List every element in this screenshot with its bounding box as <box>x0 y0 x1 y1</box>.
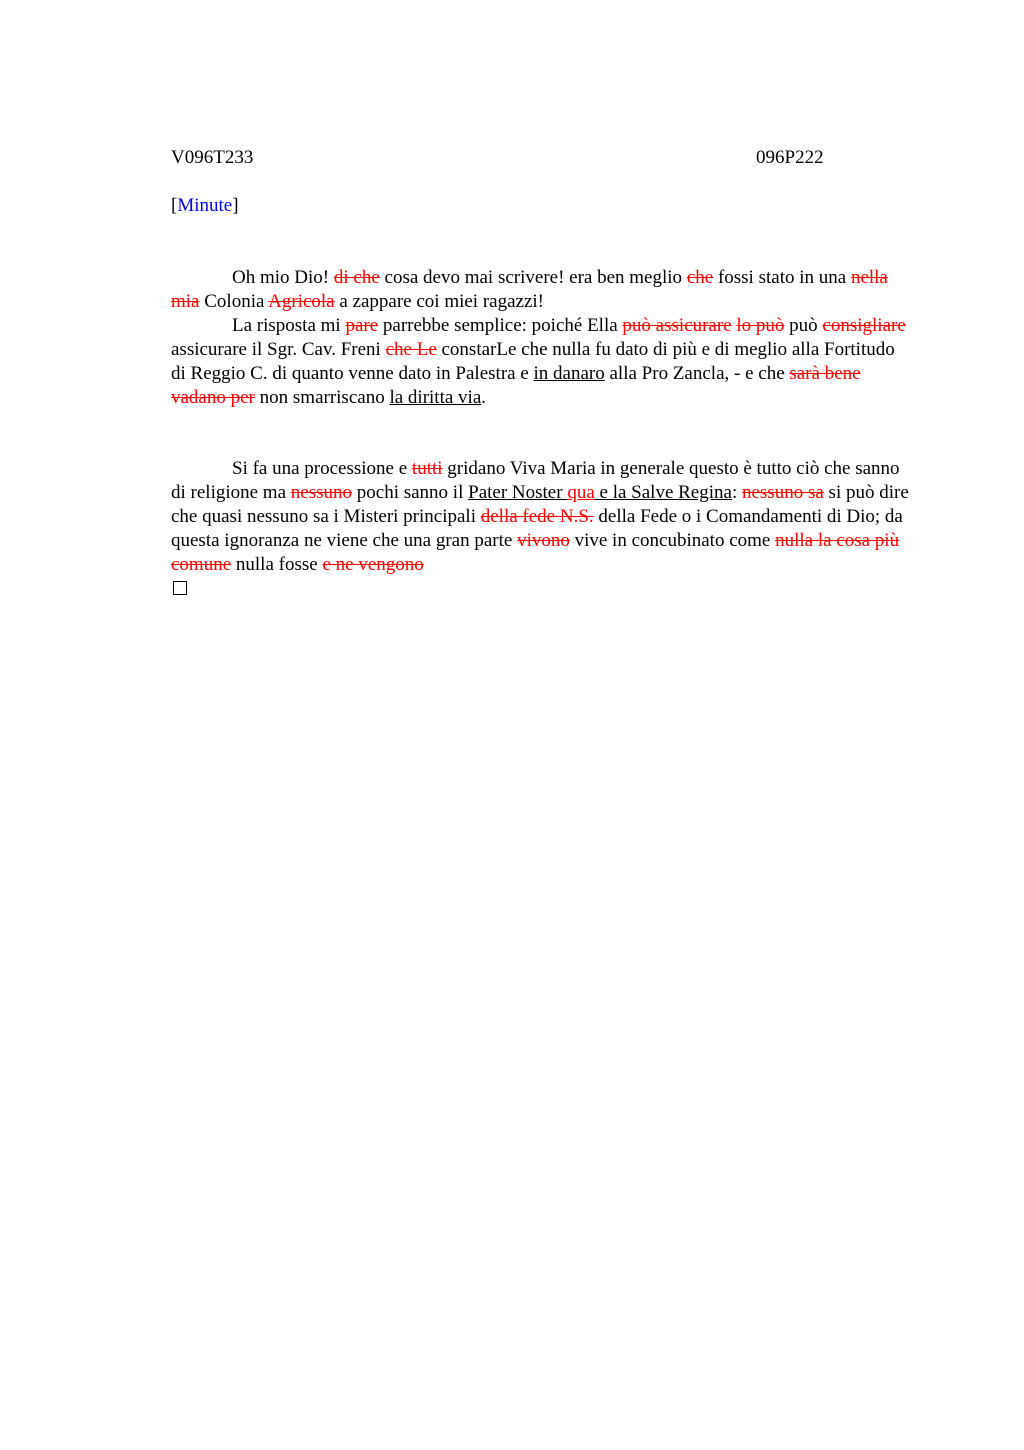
document-page <box>171 144 911 595</box>
deleted-text: nessuno sa <box>741 482 824 503</box>
deleted-text: nulla la cosa più comune <box>171 530 900 575</box>
deleted-text: della fede N.S. <box>480 506 594 527</box>
minute-label <box>171 192 911 220</box>
document-id: V096T233 <box>171 147 254 168</box>
deleted-text: che Le <box>385 339 437 360</box>
paragraph-2 <box>171 314 911 410</box>
deleted-text: che <box>686 267 714 288</box>
letter-section <box>171 266 911 410</box>
deleted-text: pare <box>345 315 379 336</box>
text-segment: cosa devo mai scrivere! era ben meglio <box>379 267 687 288</box>
deleted-text: nessuno <box>290 482 353 503</box>
deleted-text: può assicurare <box>622 315 732 336</box>
paragraph-3 <box>171 457 911 577</box>
underlined-text: la diritta via <box>389 387 482 408</box>
underlined-text: e la Salve Regina <box>594 482 732 503</box>
text-segment: può <box>784 315 823 336</box>
report-section <box>171 457 911 595</box>
deleted-text: consigliare <box>822 315 906 336</box>
text-segment: Colonia <box>199 291 269 312</box>
square-outline-icon <box>173 581 187 595</box>
text-segment: constarLe che nulla fu dato di più e di meglio alla Fortitudo di Reggio C. di quanto venne dato in Palestra e <box>171 339 895 384</box>
text-segment: pochi sanno il <box>352 482 469 503</box>
deleted-text: vivono <box>517 530 570 551</box>
deleted-text: di che <box>333 267 380 288</box>
paragraph-1 <box>171 266 911 314</box>
text-segment: vive in concubinato come <box>569 530 776 551</box>
text-segment: fossi stato in una <box>713 267 851 288</box>
text-segment: : <box>731 482 742 503</box>
text-segment: si può dire che quasi nessuno sa i Misteri principali <box>171 482 909 527</box>
deleted-text: lo può <box>736 315 785 336</box>
deleted-text: tutti <box>411 458 443 479</box>
text-segment: alla Pro Zancla, - e che <box>604 363 790 384</box>
text-segment: . <box>481 387 487 408</box>
text-segment: La risposta mi <box>232 315 346 336</box>
text-segment: assicurare il Sgr. Cav. Freni <box>171 339 386 360</box>
text-segment: parrebbe semplice: poiché Ella <box>378 315 623 336</box>
minute-open-bracket: [ <box>171 195 178 216</box>
text-segment: a zappare coi miei ragazzi! <box>334 291 544 312</box>
deleted-text: sarà bene vadano per <box>171 363 861 408</box>
deleted-underlined-text: qua <box>567 482 595 503</box>
text-segment: Si fa una processione e <box>232 458 412 479</box>
underlined-text: in danaro <box>533 363 605 384</box>
text-segment: non smarriscano <box>254 387 390 408</box>
text-segment: nulla fosse <box>231 554 323 575</box>
deleted-text: nella mia <box>171 267 888 312</box>
page-id: 096P222 <box>756 147 824 168</box>
underlined-text: Pater Noster <box>468 482 568 503</box>
text-segment: gridano Viva Maria in generale questo è tutto ciò che sanno di religione ma <box>171 458 900 503</box>
text-segment: Oh mio Dio! <box>232 267 334 288</box>
deleted-text: Agricola <box>268 291 335 312</box>
deleted-text: e ne vengono <box>322 554 424 575</box>
text-segment: della Fede o i Comandamenti di Dio; da questa ignoranza ne viene che una gran parte <box>171 506 903 551</box>
minute-close-bracket: ] <box>232 195 239 216</box>
minute-link[interactable]: Minute <box>177 195 233 216</box>
document-header <box>171 144 911 172</box>
